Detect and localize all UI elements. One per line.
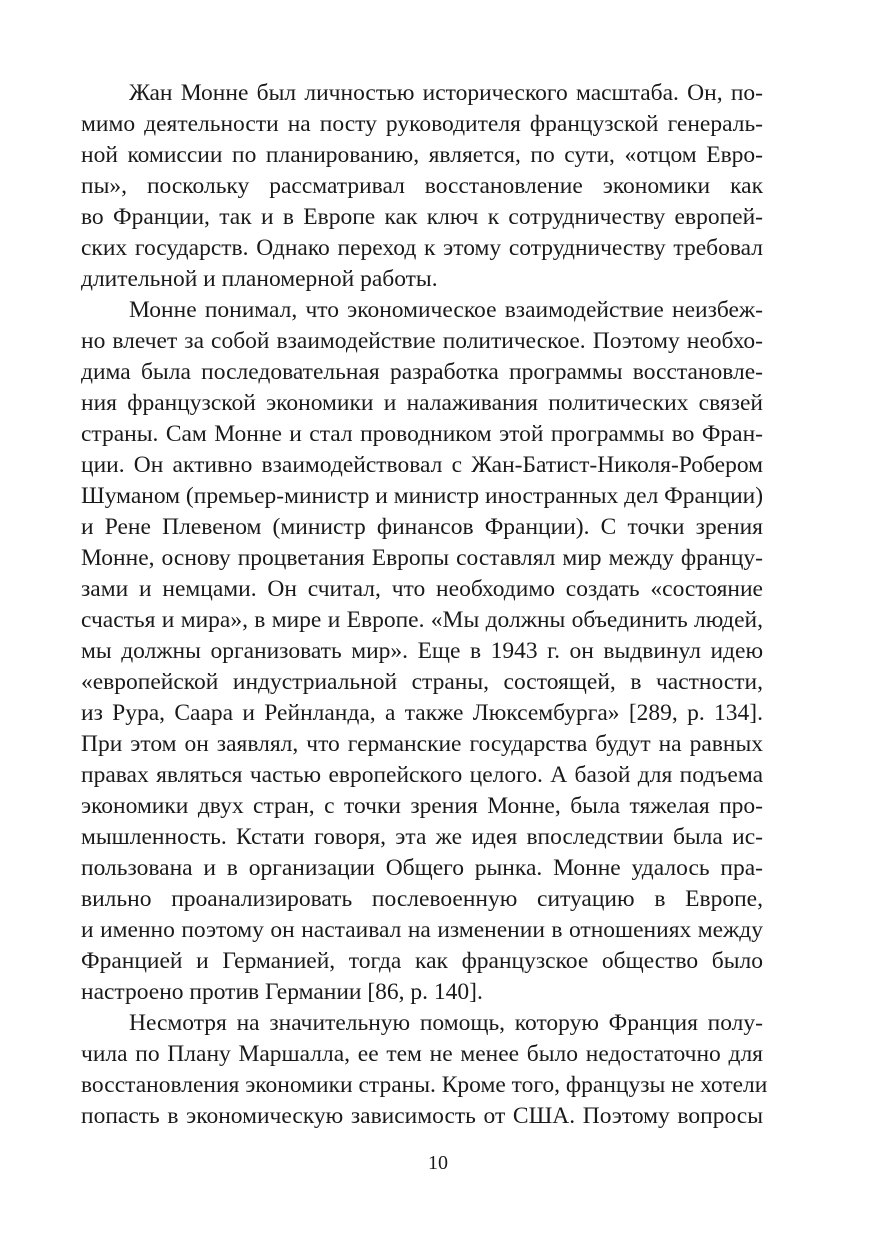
text-line: мы должны организовать мир». Еще в 1943 г. он выдвинул идею — [81, 638, 763, 664]
text-line: Шуманом (премьер-министр и министр иностранных дел Франции) — [81, 483, 764, 509]
text-line: но влечет за собой взаимодействие политическое. Поэтому необхо- — [81, 328, 763, 354]
text-line: вильно проанализировать послевоенную ситуацию в Европе, — [81, 886, 763, 912]
text-line: счастья и мира», в мире и Европе. «Мы должны объединить людей, — [81, 607, 763, 633]
text-line: «европейской индустриальной страны, состоящей, в частности, — [81, 669, 763, 695]
text-line: ции. Он активно взаимодействовал с Жан-Батист-Николя-Робером — [81, 452, 763, 478]
text-line: пы», поскольку рассматривал восстановление экономики как — [81, 173, 763, 199]
text-line: экономики двух стран, с точки зрения Монне, была тяжелая про- — [81, 793, 763, 819]
text-line: ной комиссии по планированию, является, по сути, «отцом Евро- — [81, 142, 763, 168]
paragraph-1 — [81, 78, 763, 295]
text-line: страны. Сам Монне и стал проводником этой программы во Фран- — [81, 421, 763, 447]
text-line: мимо деятельности на посту руководителя французской генераль- — [81, 111, 763, 137]
text-line: длительной и планомерной работы. — [81, 266, 438, 292]
text-line: попасть в экономическую зависимость от США. Поэтому вопросы — [81, 1103, 763, 1129]
text-line: Несмотря на значительную помощь, которую Франция полу- — [129, 1010, 763, 1036]
page-number: 10 — [428, 1152, 448, 1174]
text-line: и именно поэтому он настаивал на изменении в отношениях между — [81, 917, 763, 943]
text-line: настроено против Германии [86, p. 140]. — [81, 979, 483, 1005]
text-line: и Рене Плевеном (министр финансов Франции). С точки зрения — [81, 514, 763, 540]
text-line: Францией и Германией, тогда как французское общество было — [81, 948, 763, 974]
text-line: Монне понимал, что экономическое взаимодействие неизбеж- — [129, 297, 763, 323]
text-line: чила по Плану Маршалла, ее тем не менее было недостаточно для — [81, 1041, 763, 1067]
text-line: При этом он заявлял, что германские государства будут на равных — [81, 731, 763, 757]
text-line: мышленность. Кстати говоря, эта же идея впоследствии была ис- — [81, 824, 763, 850]
paragraph-2 — [81, 295, 763, 1008]
body-text — [81, 78, 768, 1132]
text-line: зами и немцами. Он считал, что необходимо создать «состояние — [81, 576, 763, 602]
text-line: пользована и в организации Общего рынка. Монне удалось пра- — [81, 855, 763, 881]
text-line: из Рура, Саара и Рейнланда, а также Люксембурга» [289, p. 134]. — [81, 700, 763, 726]
paragraph-3 — [81, 1008, 768, 1132]
text-line: ских государств. Однако переход к этому сотрудничеству требовал — [81, 235, 763, 261]
text-line: ния французской экономики и налаживания политических связей — [81, 390, 763, 416]
text-line: правах являться частью европейского целого. А базой для подъема — [81, 762, 763, 788]
text-line: восстановления экономики страны. Кроме того, французы не хотели — [81, 1072, 768, 1098]
text-line: Жан Монне был личностью исторического масштаба. Он, по- — [129, 80, 763, 106]
text-line: во Франции, так и в Европе как ключ к сотрудничеству европей- — [81, 204, 763, 230]
text-line: дима была последовательная разработка программы восстановле- — [81, 359, 763, 385]
text-line: Монне, основу процветания Европы составлял мир между францу- — [81, 545, 763, 571]
